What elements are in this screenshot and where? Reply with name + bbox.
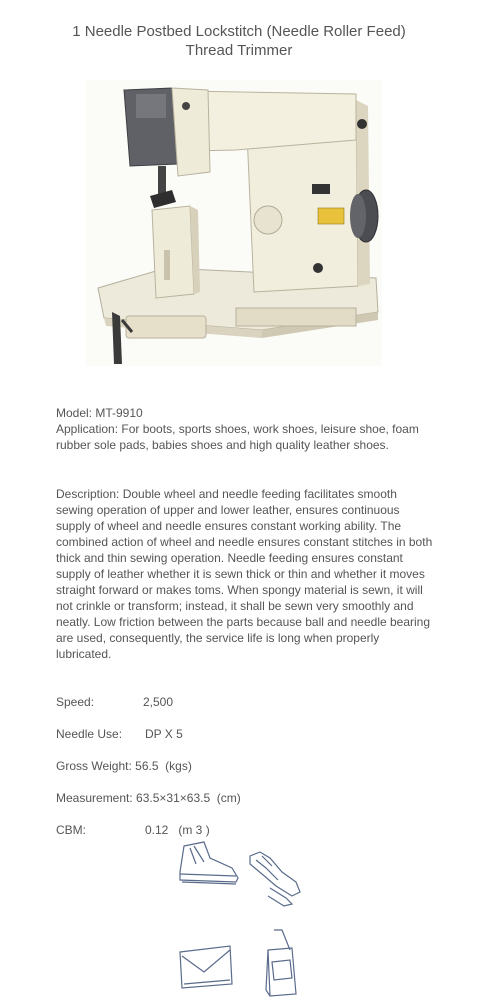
model-line: Model: MT-9910 bbox=[56, 406, 143, 420]
title-line-2: Thread Trimmer bbox=[185, 42, 293, 59]
spec-weight-value: 56.5 (kgs) bbox=[135, 759, 192, 773]
spec-speed-value: 2,500 bbox=[143, 695, 174, 709]
shoulder-bag-icon bbox=[266, 930, 296, 996]
spec-weight-label: Gross Weight: bbox=[56, 759, 132, 773]
spec-cbm-value: 0.12 (m 3 ) bbox=[145, 823, 210, 837]
spec-speed-label: Speed: bbox=[56, 695, 95, 709]
spec-needle-label: Needle Use: bbox=[56, 727, 123, 741]
spec-measurement-value: 63.5×31×63.5 (cm) bbox=[136, 791, 241, 805]
purse-icon bbox=[180, 946, 232, 988]
spec-cbm-label: CBM: bbox=[56, 823, 86, 837]
glove-icon bbox=[250, 852, 300, 906]
application-text: Application: For boots, sports shoes, work shoes, leisure shoe, foam rubber sole pads, babies shoes and high quality leather shoes. bbox=[56, 422, 419, 452]
spec-needle-value: DP X 5 bbox=[145, 727, 183, 741]
spec-measurement-label: Measurement: bbox=[56, 791, 133, 805]
boot-icon bbox=[180, 842, 238, 884]
title-line-1: 1 Needle Postbed Lockstitch (Needle Roller Feed) bbox=[72, 23, 406, 40]
description-text: Description: Double wheel and needle feeding facilitates smooth sewing operation of upper and lower leather, ensures continuous supply of wheel and needle ensures constant working ability. The combined action of wheel and needle ensures constant stitches in both thick and thin sewing operation. Needle feeding ensures constant supply of leather whether it is sewn thick or thin and whether it moves straight forward or makes toms. When spongy material is sewn, it will not crinkle or transform; instead, it shall be sewn very smoothly and neatly. Low friction between the parts because ball and needle bearing are used, consequently, the service life is long when properly lubricated. bbox=[56, 487, 433, 661]
